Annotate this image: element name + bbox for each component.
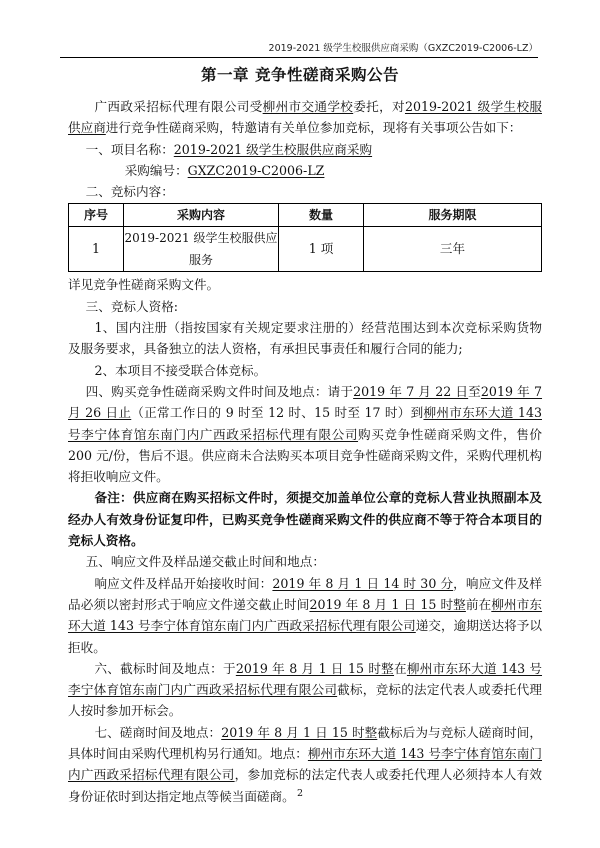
document-body [68, 96, 542, 807]
column-header: 采购内容 [124, 204, 279, 227]
column-header: 序号 [69, 204, 124, 227]
section-3-heading: 三、竞标人资格: [85, 298, 179, 314]
project-short-name: 2019-2021 级学生校服供应商 [68, 99, 542, 136]
project-number-label: 采购编号： [124, 162, 188, 178]
intro-paragraph [68, 96, 542, 139]
table-cell: 三年 [364, 227, 542, 272]
remark-paragraph [68, 487, 542, 551]
section-text: （正常工作日的 9 时至 12 时、15 时至 17 时）到 [131, 405, 424, 421]
project-number-value: GXZC2019-C2006-LZ [187, 162, 325, 178]
negotiation-location: 柳州市东环大道 143 号李宁体育馆东南门内广西政采招标代理有限公司 [68, 746, 543, 783]
qualification-item-2: 2、本项目不接受联合体竞标。 [94, 362, 267, 378]
column-header: 服务期限 [364, 204, 542, 227]
qualification-item-1: 1、国内注册（指按国家有关规定要求注册的）经营范围达到本次竞标采购货物及服务要求，具备独立的法人资格，有承担民事责任和履行合同的能力; [68, 320, 542, 357]
intro-text: 广西政采招标代理有限公司受 [94, 99, 263, 114]
page-number: 2 [296, 788, 304, 799]
table-cell: 1 [69, 227, 124, 272]
negotiation-time: 2019 年 8 月 1 日 15 时整 [221, 724, 378, 740]
running-header [60, 40, 538, 58]
intro-text: 进行竞争性磋商采购，特邀请有关单位参加竞标，现将有关事项公告如下： [105, 120, 522, 136]
section-text: 购买竞争性磋商采购文件，售价 200 元/份，售后不退。供应商未合法购买本项目竞争性磋商采购文件，采购代理机构将拒收响应文件。 [68, 426, 543, 485]
section-text: 四、购买竞争性磋商采购文件时间及地点：请于 [85, 383, 354, 399]
sale-end-date: 2019 年 7 月 26 日止 [68, 383, 543, 421]
table-row [69, 227, 542, 272]
section-4-paragraph [68, 381, 542, 487]
submission-location: 柳州市东环大道 143 号李宁体育馆东南门内广西政采招标代理有限公司 [68, 596, 543, 634]
column-header: 数量 [279, 204, 364, 227]
remark-label: 备注： [94, 490, 133, 506]
section-text: ，参加竞标的法定代表人或委托代理人必须持本人有效身份证依时到达指定地点等候当面磋商。 [68, 767, 543, 804]
section-text: 截标，竞标的法定代表人或委托代理人按时参加开标会。 [68, 682, 543, 719]
table-cell: 2019-2021 级学生校服供应服务 [124, 227, 279, 272]
section-text: 在 [394, 660, 407, 676]
table-cell: 1 项 [279, 227, 364, 272]
section-text: 响应文件及样品开始接收时间： [94, 575, 273, 591]
project-name-line [68, 139, 542, 160]
page-title: 第一章 竞争性磋商采购公告 [201, 65, 399, 84]
section-text: 截标后为与竞标人磋商时间，具体时间由采购代理机构另行通知。地点： [68, 724, 543, 762]
bid-items-table [68, 203, 542, 272]
sale-start-date: 2019 年 7 月 22 日 [353, 383, 469, 399]
submission-deadline: 2019 年 8 月 1 日 15 时整 [309, 596, 466, 612]
section-text: 六、截标时间及地点：于 [94, 660, 236, 676]
project-name-value: 2019-2021 级学生校服供应商采购 [173, 141, 373, 157]
section-5-paragraph [68, 573, 542, 658]
section-5-heading: 五、响应文件及样品递交截止时间和地点： [85, 554, 325, 570]
remark-text: 供应商在购买招标文件时，须提交加盖单位公章的竞标人营业执照副本及经办人有效身份证复印件，已购买竞争性磋商采购文件的供应商不等于符合本项目的竞标人资格。 [68, 490, 543, 549]
section-text: 递交，逾期送达将予以拒收。 [68, 618, 543, 655]
project-name-label: 一、项目名称： [85, 141, 174, 157]
purchaser-name: 柳州市交通学校 [262, 99, 354, 114]
section-2-note: 详见竞争性磋商采购文件。 [68, 277, 220, 293]
header-doc-ref: 2019-2021 级学生校服供应商采购（GXZC2019-C2006-LZ） [268, 43, 538, 54]
project-number-line [68, 160, 542, 181]
sale-location: 柳州市东环大道 143 号李宁体育馆东南门内广西政采招标代理有限公司 [68, 405, 542, 442]
intro-text: 委托，对 [353, 99, 405, 114]
receipt-start-time: 2019 年 8 月 1 日 14 时 30 分 [272, 575, 454, 591]
table-header-row [69, 204, 542, 227]
section-6-paragraph [68, 658, 542, 722]
section-text: ，响应文件及样品必须以密封形式于响应文件递交截止时间 [68, 575, 543, 612]
section-text: 七、磋商时间及地点： [94, 724, 222, 740]
section-text: 前在 [465, 596, 492, 612]
bid-close-time: 2019 年 8 月 1 日 15 时整 [235, 660, 395, 676]
section-text: 至 [468, 383, 481, 399]
bid-close-location: 柳州市东环大道 143 号李宁体育馆东南门内广西政采招标代理有限公司 [68, 660, 543, 698]
section-2-heading: 二、竞标内容： [85, 184, 174, 200]
